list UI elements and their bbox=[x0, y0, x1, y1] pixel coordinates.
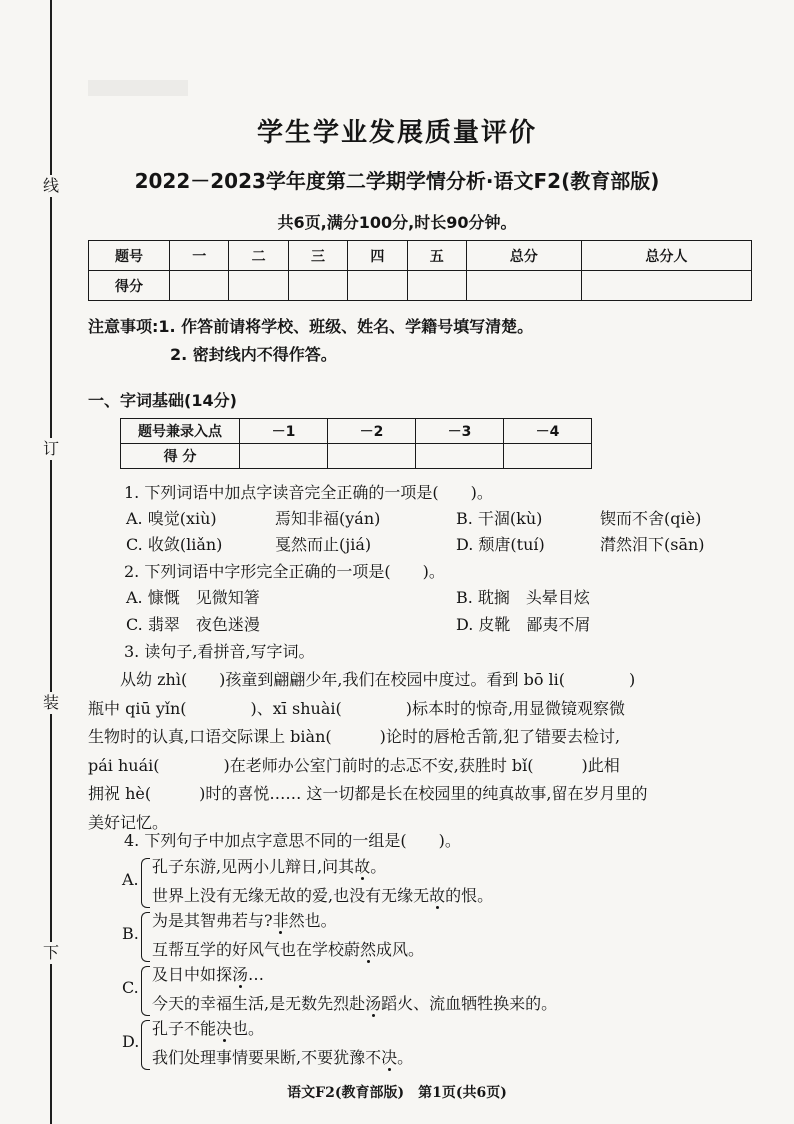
brace-shape bbox=[141, 912, 150, 962]
q4-sentence: 为是其智弗若与?非然也。 bbox=[152, 908, 337, 931]
dotted-char: 非 bbox=[273, 908, 289, 931]
score-cell bbox=[466, 271, 581, 301]
q4-sentence: 孔子不能决也。 bbox=[152, 1016, 264, 1039]
q1-option: 戛然而止(jiá) bbox=[275, 535, 372, 554]
q2-option: A. 慷慨 见微知箸 bbox=[126, 588, 260, 607]
q4-sentence: 我们处理事情要果断,不要犹豫不决。 bbox=[152, 1045, 413, 1068]
dotted-char: 决 bbox=[216, 1016, 232, 1039]
brace-shape bbox=[141, 858, 150, 908]
page-title: 学生学业发展质量评价 bbox=[256, 118, 537, 148]
question-4-stem: 4. 下列句子中加点字意思不同的一组是( )。 bbox=[124, 831, 461, 850]
score-cell bbox=[288, 271, 347, 301]
question-2-stem: 2. 下列词语中字形完全正确的一项是( )。 bbox=[124, 562, 445, 581]
q1-option: B. 干涸(kù) bbox=[456, 509, 543, 528]
q1-option: D. 颓唐(tuí) bbox=[456, 535, 545, 554]
q1-option: 潸然泪下(sān) bbox=[600, 535, 705, 554]
notice-block bbox=[88, 313, 533, 369]
binding-label-xian: 线 bbox=[40, 175, 62, 197]
score-cell bbox=[229, 271, 288, 301]
passage-line: 生物时的认真,口语交际课上 biàn( )论时的唇枪舌箭,犯了错要去检讨, bbox=[88, 727, 621, 746]
binding-label-ding: 订 bbox=[40, 438, 62, 460]
score-table-header-cell: 三 bbox=[288, 241, 347, 271]
page-subtitle: 2022－2023学年度第二学期学情分析·语文F2(教育部版) bbox=[134, 169, 660, 193]
score-table-header-row bbox=[89, 241, 752, 271]
score-table-header-cell: 题号 bbox=[89, 241, 170, 271]
score-table-header-cell: 二 bbox=[229, 241, 288, 271]
notice-line-2: 2. 密封线内不得作答。 bbox=[170, 345, 337, 364]
brace-shape bbox=[141, 1020, 150, 1070]
section-title: 一、字词基础(14分) bbox=[88, 391, 237, 410]
q1-option: 焉知非福(yán) bbox=[275, 509, 381, 528]
q4-option-letter: C. bbox=[122, 978, 139, 997]
section-table-header-cell: －2 bbox=[328, 419, 416, 444]
dotted-char: 故 bbox=[354, 854, 370, 877]
passage-line: 拥祝 hè( )时的喜悦…… 这一切都是长在校园里的纯真故事,留在岁月里的 bbox=[88, 784, 648, 803]
score-table-header-cell: 总分人 bbox=[581, 241, 751, 271]
q4-sentence: 今天的幸福生活,是无数先烈赴汤蹈火、流血牺牲换来的。 bbox=[152, 991, 557, 1014]
score-cell bbox=[416, 444, 504, 469]
section-table-header-cell: －1 bbox=[240, 419, 328, 444]
passage-line: 美好记忆。 bbox=[88, 812, 169, 832]
exam-info: 共6页,满分100分,时长90分钟。 bbox=[277, 213, 517, 232]
passage-line: 瓶中 qiū yǐn( )、xī shuài( )标本时的惊奇,用显微镜观察微 bbox=[88, 698, 626, 718]
score-table-header-cell: 五 bbox=[407, 241, 466, 271]
dotted-char: 汤 bbox=[365, 991, 381, 1014]
q1-option: A. 嗅觉(xiù) bbox=[126, 509, 217, 528]
section-table-header-row bbox=[121, 419, 592, 444]
brace-shape bbox=[141, 966, 150, 1016]
dotted-char: 决 bbox=[381, 1045, 397, 1068]
q2-option: C. 翡翠 夜色迷漫 bbox=[126, 615, 260, 634]
question-1-stem: 1. 下列词语中加点字读音完全正确的一项是( )。 bbox=[124, 483, 493, 502]
score-cell bbox=[504, 444, 592, 469]
q4-option-letter: D. bbox=[122, 1032, 140, 1051]
binding-label-zhuang: 装 bbox=[40, 692, 62, 714]
score-cell bbox=[407, 271, 466, 301]
section-table-score-row bbox=[121, 444, 592, 469]
binding-label-xia: 下 bbox=[40, 942, 62, 964]
score-table-header-cell: 四 bbox=[348, 241, 407, 271]
score-table-row-label: 得分 bbox=[89, 271, 170, 301]
q4-option-letter: A. bbox=[122, 870, 139, 889]
dotted-char: 然 bbox=[360, 937, 376, 960]
dotted-char: 故 bbox=[429, 883, 445, 906]
score-cell bbox=[328, 444, 416, 469]
section-table-header-cell: －3 bbox=[416, 419, 504, 444]
score-cell bbox=[170, 271, 229, 301]
dotted-char: 汤 bbox=[232, 962, 248, 985]
q2-option: B. 耽搁 头晕目炫 bbox=[456, 588, 590, 607]
score-table-header-cell: 一 bbox=[170, 241, 229, 271]
question-3-passage bbox=[88, 666, 752, 837]
score-table bbox=[88, 240, 752, 301]
q1-option: C. 收敛(liǎn) bbox=[126, 535, 223, 554]
section-table-row-label: 得 分 bbox=[121, 444, 240, 469]
score-cell bbox=[240, 444, 328, 469]
question-3-stem: 3. 读句子,看拼音,写字词。 bbox=[124, 642, 315, 661]
q4-sentence: 世界上没有无缘无故的爱,也没有无缘无故的恨。 bbox=[152, 883, 493, 906]
score-cell bbox=[348, 271, 407, 301]
passage-line: 从幼 zhì( )孩童到翩翩少年,我们在校园中度过。看到 bō li( ) bbox=[120, 670, 636, 689]
q4-sentence: 互帮互学的好风气也在学校蔚然成风。 bbox=[152, 937, 424, 960]
q1-option: 锲而不舍(qiè) bbox=[600, 509, 702, 528]
score-cell bbox=[581, 271, 751, 301]
section-table-header-cell: －4 bbox=[504, 419, 592, 444]
q4-sentence: 及日中如探汤… bbox=[152, 962, 264, 985]
score-table-score-row bbox=[89, 271, 752, 301]
notice-line-1: 注意事项:1. 作答前请将学校、班级、姓名、学籍号填写清楚。 bbox=[88, 317, 534, 336]
page-footer: 语文F2(教育部版) 第1页(共6页) bbox=[287, 1085, 507, 1101]
section-score-table bbox=[120, 418, 592, 469]
passage-line: pái huái( )在老师办公室门前时的忐忑不安,获胜时 bǐ( )此相 bbox=[88, 755, 620, 775]
q4-sentence: 孔子东游,见两小儿辩日,问其故。 bbox=[152, 854, 386, 877]
q2-option: D. 皮靴 鄙夷不屑 bbox=[456, 615, 591, 634]
score-table-header-cell: 总分 bbox=[466, 241, 581, 271]
section-table-header-cell: 题号兼录入点 bbox=[121, 419, 240, 444]
q4-option-letter: B. bbox=[122, 924, 139, 943]
faint-stamp-mark bbox=[88, 80, 188, 96]
